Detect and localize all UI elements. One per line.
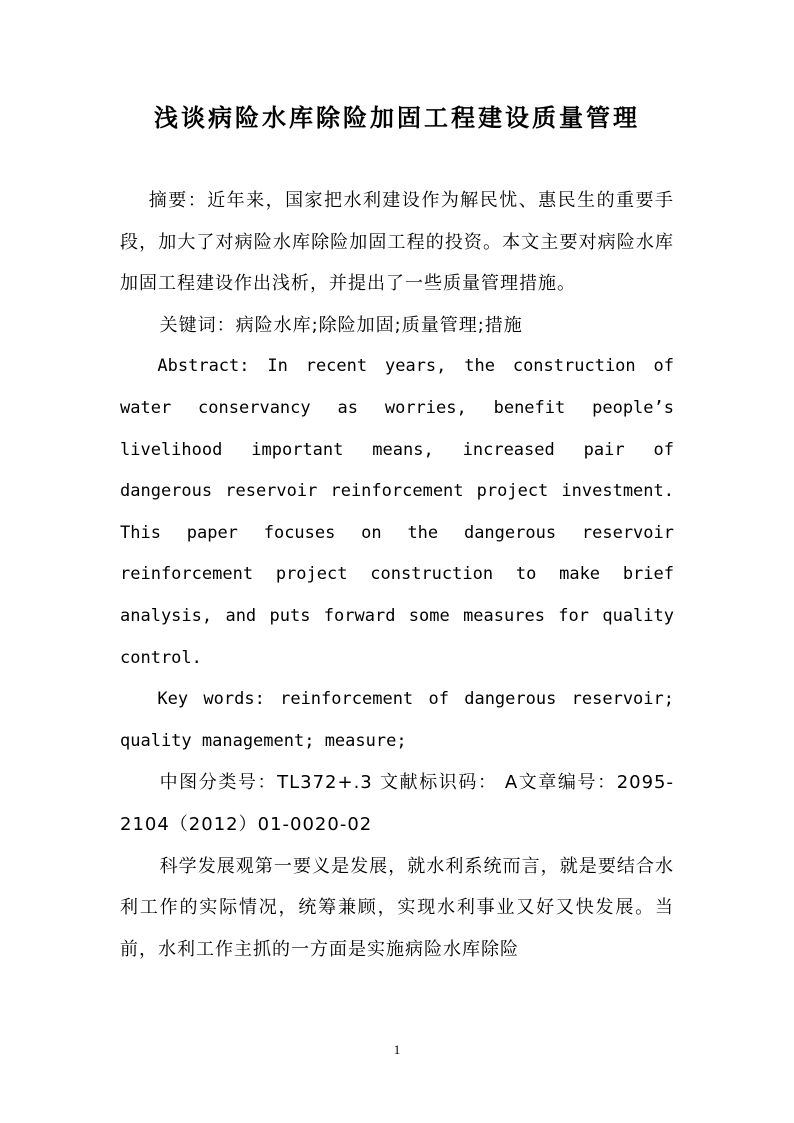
keywords-en: Key words: reinforcement of dangerous reservoir; quality management; measure; bbox=[120, 689, 674, 751]
abstract-cn: 摘要：近年来，国家把水利建设作为解民忧、惠民生的重要手段，加大了对病险水库除险加固工程的投资。本文主要对病险水库加固工程建设作出浅析，并提出了一些质量管理措施。 bbox=[120, 190, 674, 295]
document-body bbox=[120, 180, 674, 970]
body-paragraph: 科学发展观第一要义是发展，就水利系统而言，就是要结合水利工作的实际情况，统筹兼顾，实现水利事业又好又快发展。当前，水利工作主抓的一方面是实施病险水库除险 bbox=[120, 855, 674, 960]
keywords-cn: 关键词：病险水库;除险加固;质量管理;措施 bbox=[159, 314, 523, 336]
document-title: 浅谈病险水库除险加固工程建设质量管理 bbox=[154, 103, 640, 132]
classification-line: 中图分类号：TL372+.3 文献标识码： A文章编号：2095-2104（2012）01-0020-02 bbox=[120, 772, 674, 835]
abstract-en: Abstract: In recent years, the construction of water conservancy as worries, benefit people’s livelihood important means, increased pair of dangerous reservoir reinforcement project investment. This paper focuses on the dangerous reservoir reinforcement project construction to make brief analysis, and puts forward some measures for quality control. bbox=[120, 356, 674, 668]
page-number: 1 bbox=[393, 1042, 401, 1057]
